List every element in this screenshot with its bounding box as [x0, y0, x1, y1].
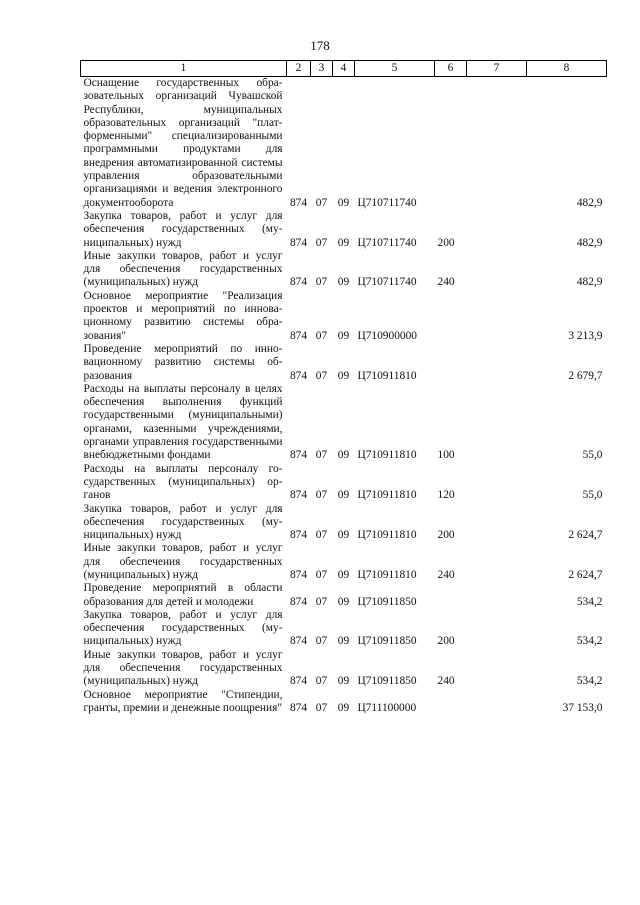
row-target-article: Ц710911850	[357, 595, 417, 608]
row-expense-type	[435, 689, 467, 716]
row-grs-code: 874	[289, 635, 308, 648]
table-row	[81, 343, 607, 383]
row-empty-cell	[467, 503, 527, 543]
column-header: 7	[467, 61, 527, 77]
row-empty-cell	[467, 250, 527, 290]
row-empty-cell	[467, 290, 527, 343]
row-subsection-code: 09	[337, 635, 350, 648]
row-expense-type: 240	[437, 276, 455, 289]
row-grs-code: 874	[289, 595, 308, 608]
row-grs-code: 874	[289, 701, 308, 714]
row-empty-cell	[467, 582, 527, 609]
row-name: Иные закупки товаров, работ и услуг для обеспечения государственных (муниципальных) нужд	[83, 542, 283, 581]
row-section-code: 07	[315, 329, 328, 342]
row-expense-type: 240	[437, 568, 455, 581]
header-row	[81, 61, 607, 77]
row-target-article: Ц711100000	[357, 701, 417, 714]
row-expense-type: 200	[437, 635, 455, 648]
row-subsection-code: 09	[337, 449, 350, 462]
table-row	[81, 542, 607, 582]
row-expense-type: 200	[437, 236, 455, 249]
row-name: Оснащение государственных образовательных организаций Чувашской Республики, муниципальных образовательных организаций "платформенными" специализированными программными продуктами для внедрения автоматизированной системы управления образовательными организациями и ведения электронного документооборота	[83, 77, 283, 209]
row-name: Закупка товаров, работ и услуг для обеспечения государственных (муниципальных) нужд	[83, 209, 283, 249]
row-grs-code: 874	[289, 489, 308, 502]
row-grs-code: 874	[289, 329, 308, 342]
column-header: 6	[435, 61, 467, 77]
row-empty-cell	[467, 609, 527, 649]
row-section-code: 07	[315, 675, 328, 688]
row-name: Закупка товаров, работ и услуг для обеспечения государственных (муниципальных) нужд	[83, 608, 283, 648]
row-section-code: 07	[315, 635, 328, 648]
row-amount: 482,9	[576, 196, 603, 209]
row-grs-code: 874	[289, 276, 308, 289]
table-row	[81, 250, 607, 290]
table-header	[81, 61, 607, 77]
row-name: Закупка товаров, работ и услуг для обеспечения государственных (муниципальных) нужд	[83, 502, 283, 542]
row-empty-cell	[467, 77, 527, 210]
table-row	[81, 77, 607, 210]
column-header: 4	[333, 61, 355, 77]
row-subsection-code: 09	[337, 489, 350, 502]
row-empty-cell	[467, 542, 527, 582]
page-number: 178	[310, 38, 330, 53]
table-row	[81, 210, 607, 250]
column-header: 5	[355, 61, 435, 77]
row-section-code: 07	[315, 276, 328, 289]
row-subsection-code: 09	[337, 568, 350, 581]
row-amount: 2 624,7	[568, 568, 603, 581]
row-amount: 2 624,7	[568, 529, 603, 542]
row-amount: 534,2	[576, 635, 603, 648]
row-grs-code: 874	[289, 196, 308, 209]
row-expense-type	[435, 290, 467, 343]
row-target-article: Ц710911810	[357, 568, 417, 581]
row-section-code: 07	[315, 568, 328, 581]
row-subsection-code: 09	[337, 276, 350, 289]
row-expense-type: 240	[437, 675, 455, 688]
row-subsection-code: 09	[337, 329, 350, 342]
row-expense-type: 100	[437, 449, 455, 462]
row-name: Иные закупки товаров, работ и услуг для обеспечения государственных (муниципальных) нужд	[83, 249, 283, 289]
row-amount: 534,2	[576, 675, 603, 688]
row-name: Проведение мероприятий по инновационному развитию системы образования	[83, 342, 283, 382]
row-expense-type	[435, 582, 467, 609]
row-target-article: Ц710911850	[357, 635, 417, 648]
row-target-article: Ц710711740	[357, 236, 417, 249]
row-amount: 37 153,0	[562, 701, 603, 714]
row-section-code: 07	[315, 489, 328, 502]
row-subsection-code: 09	[337, 236, 350, 249]
row-expense-type	[435, 343, 467, 383]
table-row	[81, 582, 607, 609]
row-amount: 482,9	[576, 276, 603, 289]
row-target-article: Ц710911810	[357, 529, 417, 542]
row-empty-cell	[467, 689, 527, 716]
row-section-code: 07	[315, 196, 328, 209]
row-amount: 3 213,9	[568, 329, 603, 342]
column-header: 2	[287, 61, 311, 77]
row-name: Основное мероприятие "Реализация проектов и мероприятий по инновационному развитию системы образования"	[83, 289, 283, 342]
row-grs-code: 874	[289, 449, 308, 462]
row-subsection-code: 09	[337, 369, 350, 382]
table-row	[81, 649, 607, 689]
row-section-code: 07	[315, 701, 328, 714]
row-name: Основное мероприятие "Стипендии, гранты, премии и денежные поощрения"	[83, 688, 283, 714]
row-target-article: Ц710711740	[357, 276, 417, 289]
row-subsection-code: 09	[337, 529, 350, 542]
row-grs-code: 874	[289, 529, 308, 542]
table-row	[81, 463, 607, 503]
row-target-article: Ц710711740	[357, 196, 417, 209]
table-row	[81, 689, 607, 716]
table-row	[81, 383, 607, 463]
row-grs-code: 874	[289, 568, 308, 581]
row-expense-type: 200	[437, 529, 455, 542]
row-name: Проведение мероприятий в области образования для детей и молодежи	[83, 582, 283, 608]
column-header: 1	[81, 61, 287, 77]
budget-table	[80, 60, 607, 715]
row-section-code: 07	[315, 449, 328, 462]
row-name: Расходы на выплаты персоналу в целях обеспечения выполнения функций государственными (муниципальными) органами, казенными учреждениями, органами управления государственными внебюджетными фондами	[83, 382, 283, 462]
table-row	[81, 290, 607, 343]
row-subsection-code: 09	[337, 675, 350, 688]
row-amount: 534,2	[576, 595, 603, 608]
row-empty-cell	[467, 649, 527, 689]
row-amount: 55,0	[582, 489, 603, 502]
row-section-code: 07	[315, 595, 328, 608]
row-section-code: 07	[315, 236, 328, 249]
row-empty-cell	[467, 463, 527, 503]
table-body	[81, 77, 607, 716]
row-empty-cell	[467, 383, 527, 463]
row-section-code: 07	[315, 529, 328, 542]
row-grs-code: 874	[289, 236, 308, 249]
row-section-code: 07	[315, 369, 328, 382]
row-grs-code: 874	[289, 369, 308, 382]
table-row	[81, 503, 607, 543]
row-target-article: Ц710911810	[357, 449, 417, 462]
column-header: 3	[311, 61, 333, 77]
row-expense-type	[435, 77, 467, 210]
column-header: 8	[527, 61, 607, 77]
row-name: Иные закупки товаров, работ и услуг для обеспечения государственных (муниципальных) нужд	[83, 648, 283, 688]
row-name: Расходы на выплаты персоналу государственных (муниципальных) органов	[83, 462, 283, 502]
row-target-article: Ц710900000	[357, 329, 417, 342]
row-empty-cell	[467, 343, 527, 383]
row-target-article: Ц710911850	[357, 675, 417, 688]
row-target-article: Ц710911810	[357, 369, 417, 382]
table-row	[81, 609, 607, 649]
row-subsection-code: 09	[337, 196, 350, 209]
row-expense-type: 120	[437, 489, 455, 502]
row-target-article: Ц710911810	[357, 489, 417, 502]
row-grs-code: 874	[289, 675, 308, 688]
row-amount: 2 679,7	[568, 369, 603, 382]
row-subsection-code: 09	[337, 701, 350, 714]
row-subsection-code: 09	[337, 595, 350, 608]
row-amount: 482,9	[576, 236, 603, 249]
row-amount: 55,0	[582, 449, 603, 462]
row-empty-cell	[467, 210, 527, 250]
